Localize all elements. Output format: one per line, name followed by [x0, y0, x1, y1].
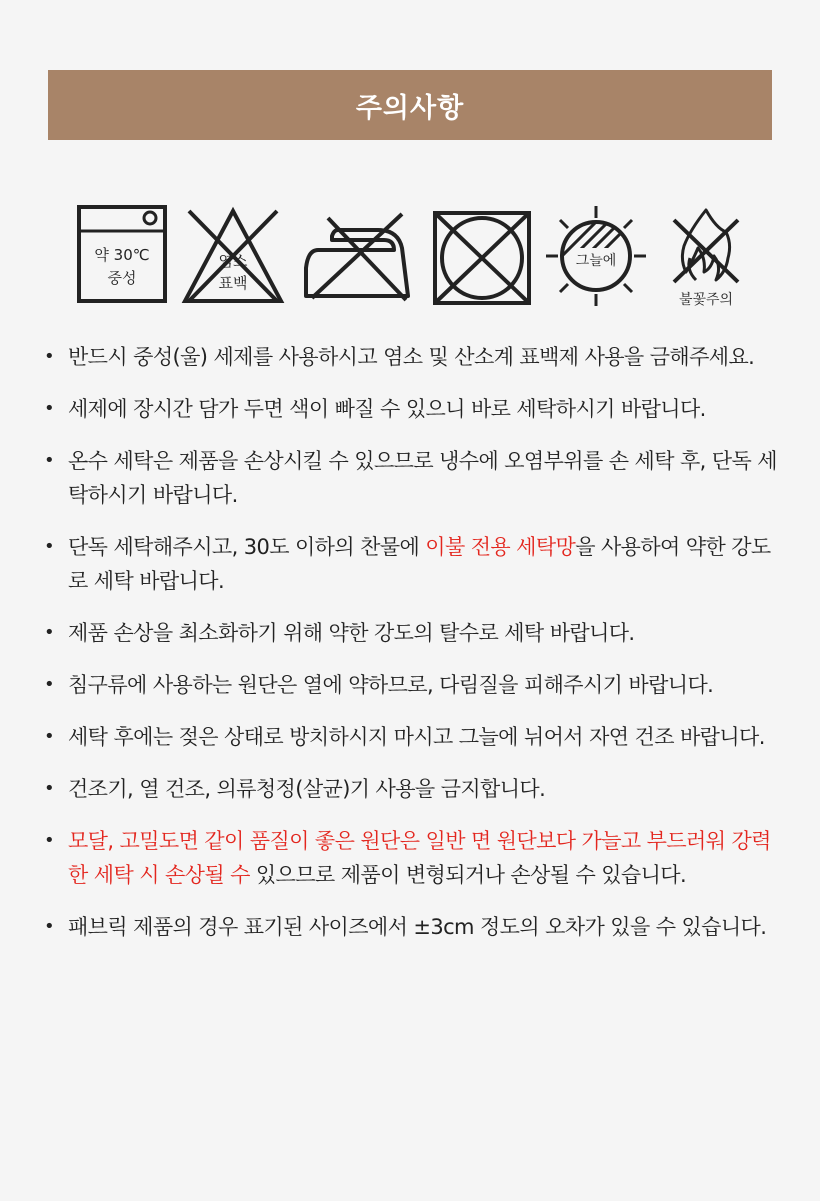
- no-iron-icon: [298, 208, 414, 304]
- shade-dry-icon: [544, 204, 648, 308]
- wash-30-neutral-icon: [76, 204, 168, 304]
- list-item: • 제품 손상을 최소화하기 위해 약한 강도의 탈수로 세탁 바랍니다.: [44, 616, 784, 650]
- bullet-icon: •: [44, 916, 55, 937]
- list-item: • 온수 세탁은 제품을 손상시킬 수 있으므로 냉수에 오염부위를 손 세탁 후, 단독 세탁하시기 바랍니다.: [44, 444, 784, 512]
- list-item: • 세탁 후에는 젖은 상태로 방치하시지 마시고 그늘에 뉘어서 자연 건조 바랍니다.: [44, 720, 784, 754]
- list-item: • 패브릭 제품의 경우 표기된 사이즈에서 ±3cm 정도의 오차가 있을 수 있습니다.: [44, 910, 784, 944]
- fire-caution-label: 불꽃주의: [678, 292, 734, 308]
- bullet-icon: •: [44, 346, 55, 367]
- list-item: • 반드시 중성(울) 세제를 사용하시고 염소 및 산소계 표백제 사용을 금해주세요.: [44, 340, 784, 374]
- fire-caution-icon: [666, 206, 746, 310]
- no-bleach-icon: [181, 206, 285, 306]
- bullet-icon: •: [44, 778, 55, 799]
- wash-temp-label: 약 30℃: [94, 246, 150, 264]
- wash-detergent-label: 중성: [107, 269, 137, 287]
- bullet-icon: •: [44, 674, 55, 695]
- list-item: • 건조기, 열 건조, 의류청정(살균)기 사용을 금지합니다.: [44, 772, 784, 806]
- bullet-icon: •: [44, 398, 55, 419]
- shade-label: 그늘에: [575, 253, 617, 269]
- care-icons-row: [76, 204, 746, 310]
- page-title: 주의사항: [48, 70, 772, 140]
- list-item: • 침구류에 사용하는 원단은 열에 약하므로, 다림질을 피해주시기 바랍니다.: [44, 668, 784, 702]
- bleach-label-line2: 표백: [218, 274, 248, 292]
- highlight-text: 모달, 고밀도면 같이 품질이 좋은 원단은 일반 면 원단보다 가늘고 부드러워 강력한 세탁 시 손상될 수: [68, 829, 771, 887]
- list-item: • 모달, 고밀도면 같이 품질이 좋은 원단은 일반 면 원단보다 가늘고 부드러워 강력한 세탁 시 손상될 수 있으므로 제품이 변형되거나 손상될 수 있습니다.: [44, 824, 784, 892]
- bullet-icon: •: [44, 622, 55, 643]
- bullet-icon: •: [44, 450, 55, 471]
- highlight-text: 이불 전용 세탁망: [425, 535, 576, 559]
- bleach-label-line1: 염소: [218, 252, 248, 270]
- list-item: • 세제에 장시간 담가 두면 색이 빠질 수 있으니 바로 세탁하시기 바랍니다.: [44, 392, 784, 426]
- bullet-icon: •: [44, 830, 55, 851]
- bullet-icon: •: [44, 536, 55, 557]
- no-tumble-dry-icon: [432, 210, 532, 306]
- list-item: • 단독 세탁해주시고, 30도 이하의 찬물에 이불 전용 세탁망을 사용하여 약한 강도로 세탁 바랍니다.: [44, 530, 784, 598]
- care-notes-list: [44, 340, 784, 962]
- bullet-icon: •: [44, 726, 55, 747]
